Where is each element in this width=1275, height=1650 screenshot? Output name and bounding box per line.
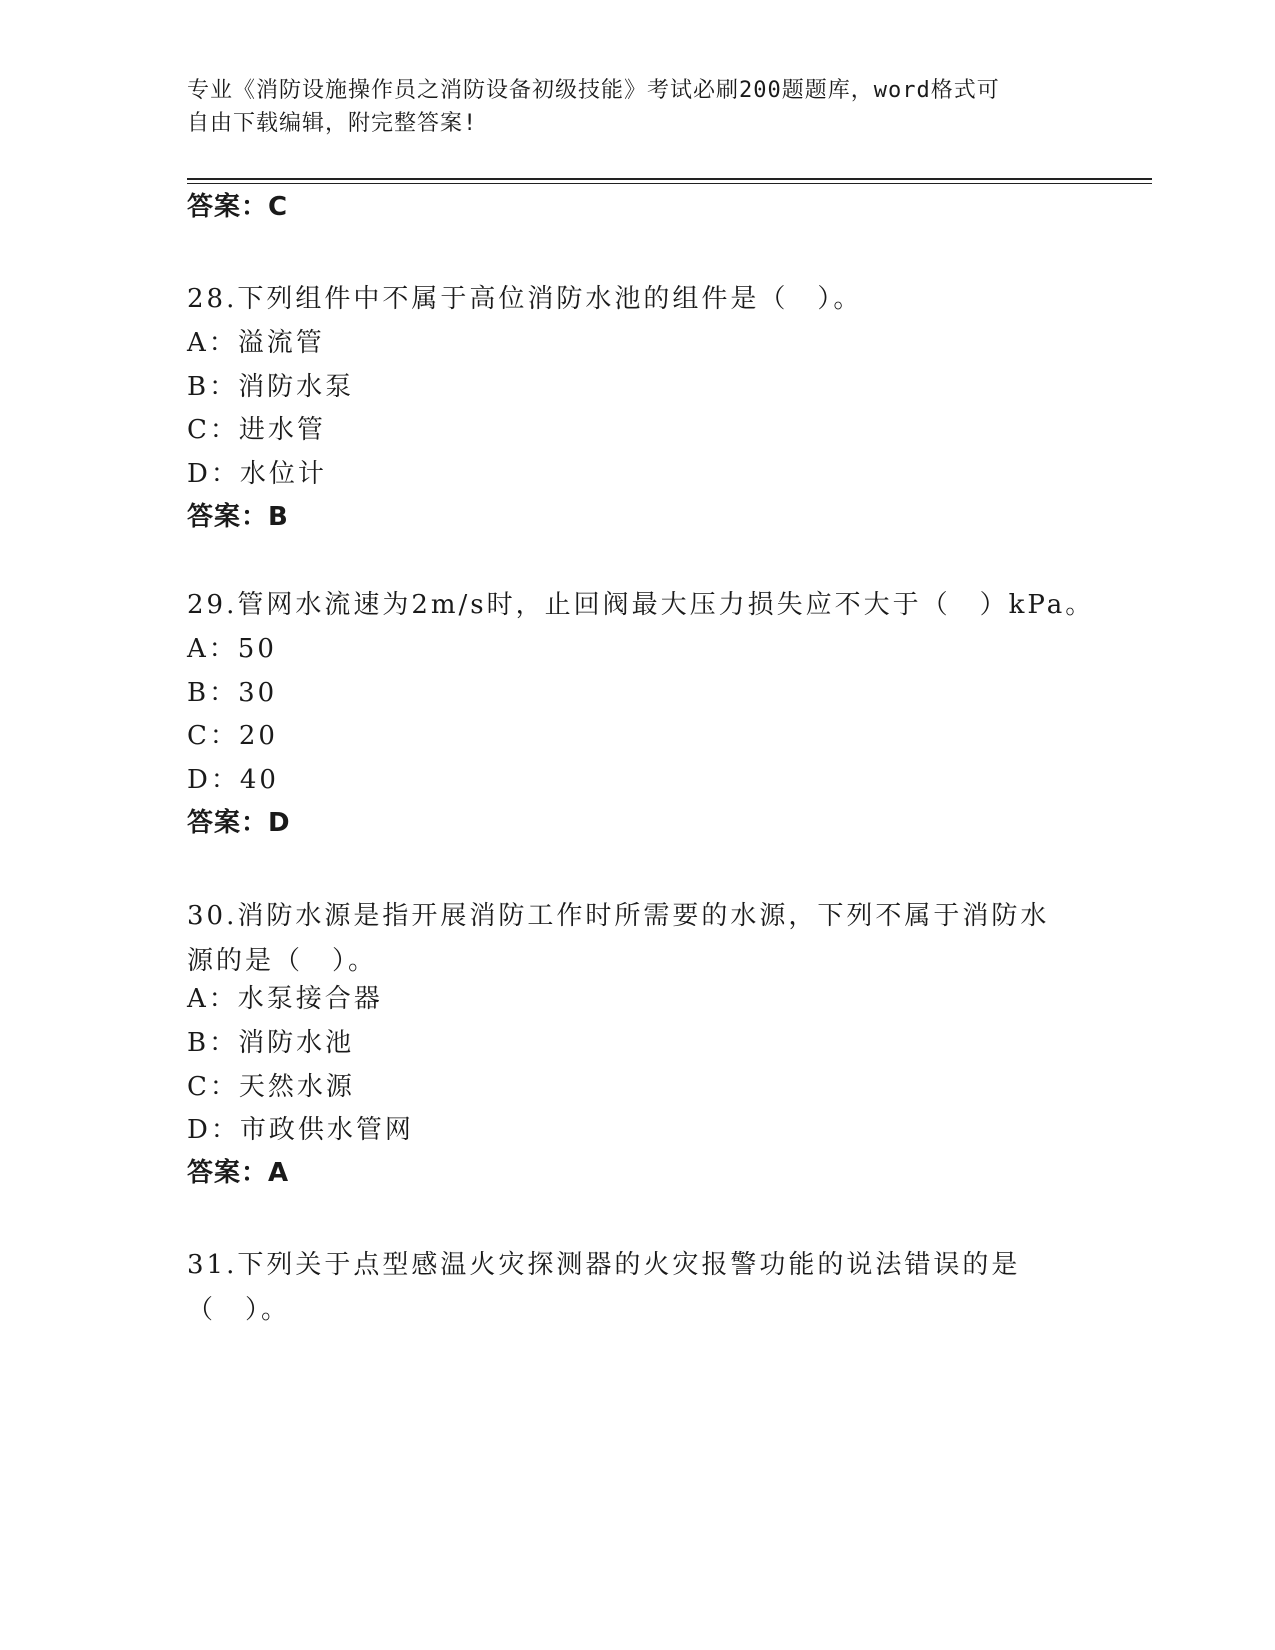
question-30-answer: 答案：A <box>187 1158 290 1188</box>
question-28-option-d: D：水位计 <box>187 459 327 489</box>
question-30-option-d: D：市政供水管网 <box>187 1115 414 1145</box>
answer-line-27: 答案：C <box>187 192 289 222</box>
question-29-option-d: D：40 <box>187 765 279 795</box>
question-29-option-a: A：50 <box>187 634 277 664</box>
header-line-2: 自由下载编辑，附完整答案! <box>187 111 478 136</box>
header-rule-thick <box>187 178 1152 180</box>
question-29-stem: 29.管网水流速为2m/s时，止回阀最大压力损失应不大于（ ）kPa。 <box>187 590 1095 620</box>
question-29-option-b: B：30 <box>187 678 278 708</box>
page-header <box>187 74 1067 140</box>
question-28-option-c: C：进水管 <box>187 415 326 445</box>
header-line-1: 专业《消防设施操作员之消防设备初级技能》考试必刷200题题库，word格式可 <box>187 78 1000 103</box>
question-30-option-a: A：水泵接合器 <box>187 984 383 1014</box>
question-29-option-c: C：20 <box>187 721 278 751</box>
question-29-answer: 答案：D <box>187 808 291 838</box>
question-28-answer: 答案：B <box>187 502 289 532</box>
question-30-stem: 30.消防水源是指开展消防工作时所需要的水源，下列不属于消防水源的是（ ）。 <box>187 901 1050 976</box>
question-30-option-b: B：消防水池 <box>187 1028 355 1058</box>
question-28-option-b: B：消防水泵 <box>187 372 355 402</box>
question-31-stem: 31.下列关于点型感温火灾探测器的火灾报警功能的说法错误的是（ ）。 <box>187 1250 1021 1325</box>
question-28-option-a: A：溢流管 <box>187 328 325 358</box>
question-30-option-c: C：天然水源 <box>187 1072 355 1102</box>
question-28-stem: 28.下列组件中不属于高位消防水池的组件是（ ）。 <box>187 284 863 314</box>
header-rule-thin <box>187 183 1152 184</box>
